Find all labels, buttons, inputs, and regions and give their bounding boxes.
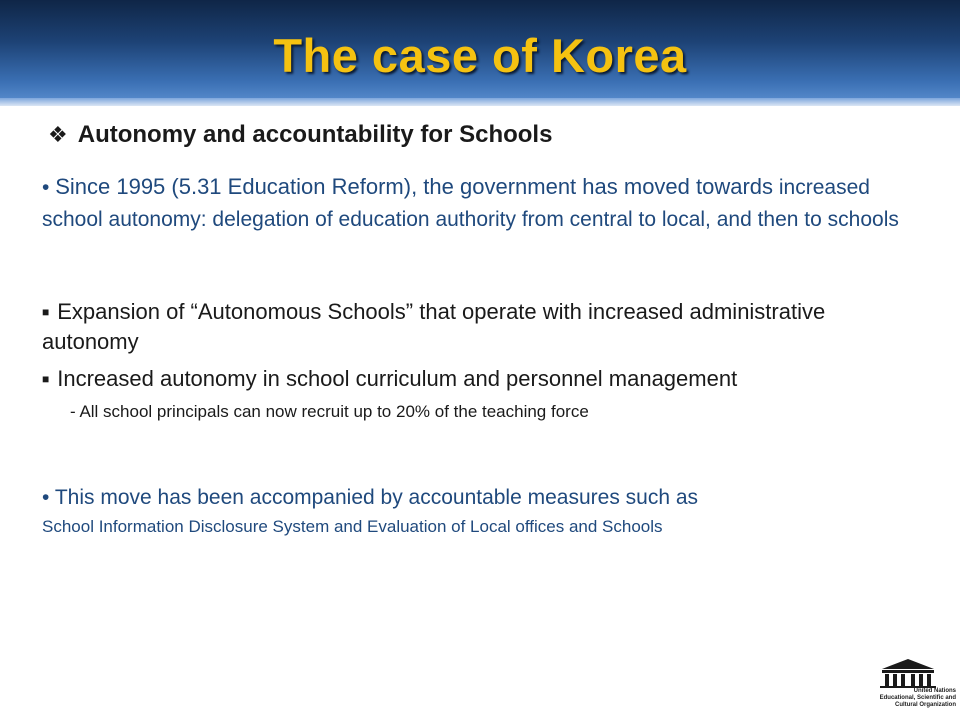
bullet-school-autonomy xyxy=(42,171,932,236)
sub-item-text: Expansion of “Autonomous Schools” that operate with increased administrative autonomy xyxy=(42,299,826,354)
bullet-first-line: Since 1995 (5.31 Education Reform), the government has moved towards xyxy=(55,174,774,199)
unesco-logo-text: United Nations Educational, Scientific and Cultural Organization xyxy=(879,688,956,708)
bullet-marker: • xyxy=(42,486,50,509)
sub-item-autonomous-schools xyxy=(42,297,922,357)
sub-item-curriculum-autonomy xyxy=(42,364,922,394)
slide-title: The case of Korea xyxy=(273,29,687,82)
bullet-marker: • xyxy=(42,176,50,199)
dash-item-principal-recruitment: - All school principals can now recruit up to 20% of the teaching force xyxy=(70,402,589,421)
section-heading-text: Autonomy and accountability for Schools xyxy=(77,121,553,148)
section-heading xyxy=(48,121,552,149)
bullet-line1: This move has been accompanied by accountable measures such as xyxy=(54,486,699,509)
sub-item-text: Increased autonomy in school curriculum and personnel management xyxy=(57,366,738,391)
bullet-rest: increased school autonomy: delegation of education authority from central to local, and then to schools xyxy=(42,176,899,231)
bullet-accountability xyxy=(42,482,932,540)
diamond-bullet-icon: ❖ xyxy=(48,122,68,147)
square-bullet-icon: ■ xyxy=(42,372,50,386)
bullet-line2: School Information Disclosure System and Evaluation of Local offices and Schools xyxy=(42,517,663,536)
header-divider xyxy=(0,98,960,106)
square-bullet-icon: ■ xyxy=(42,305,50,319)
